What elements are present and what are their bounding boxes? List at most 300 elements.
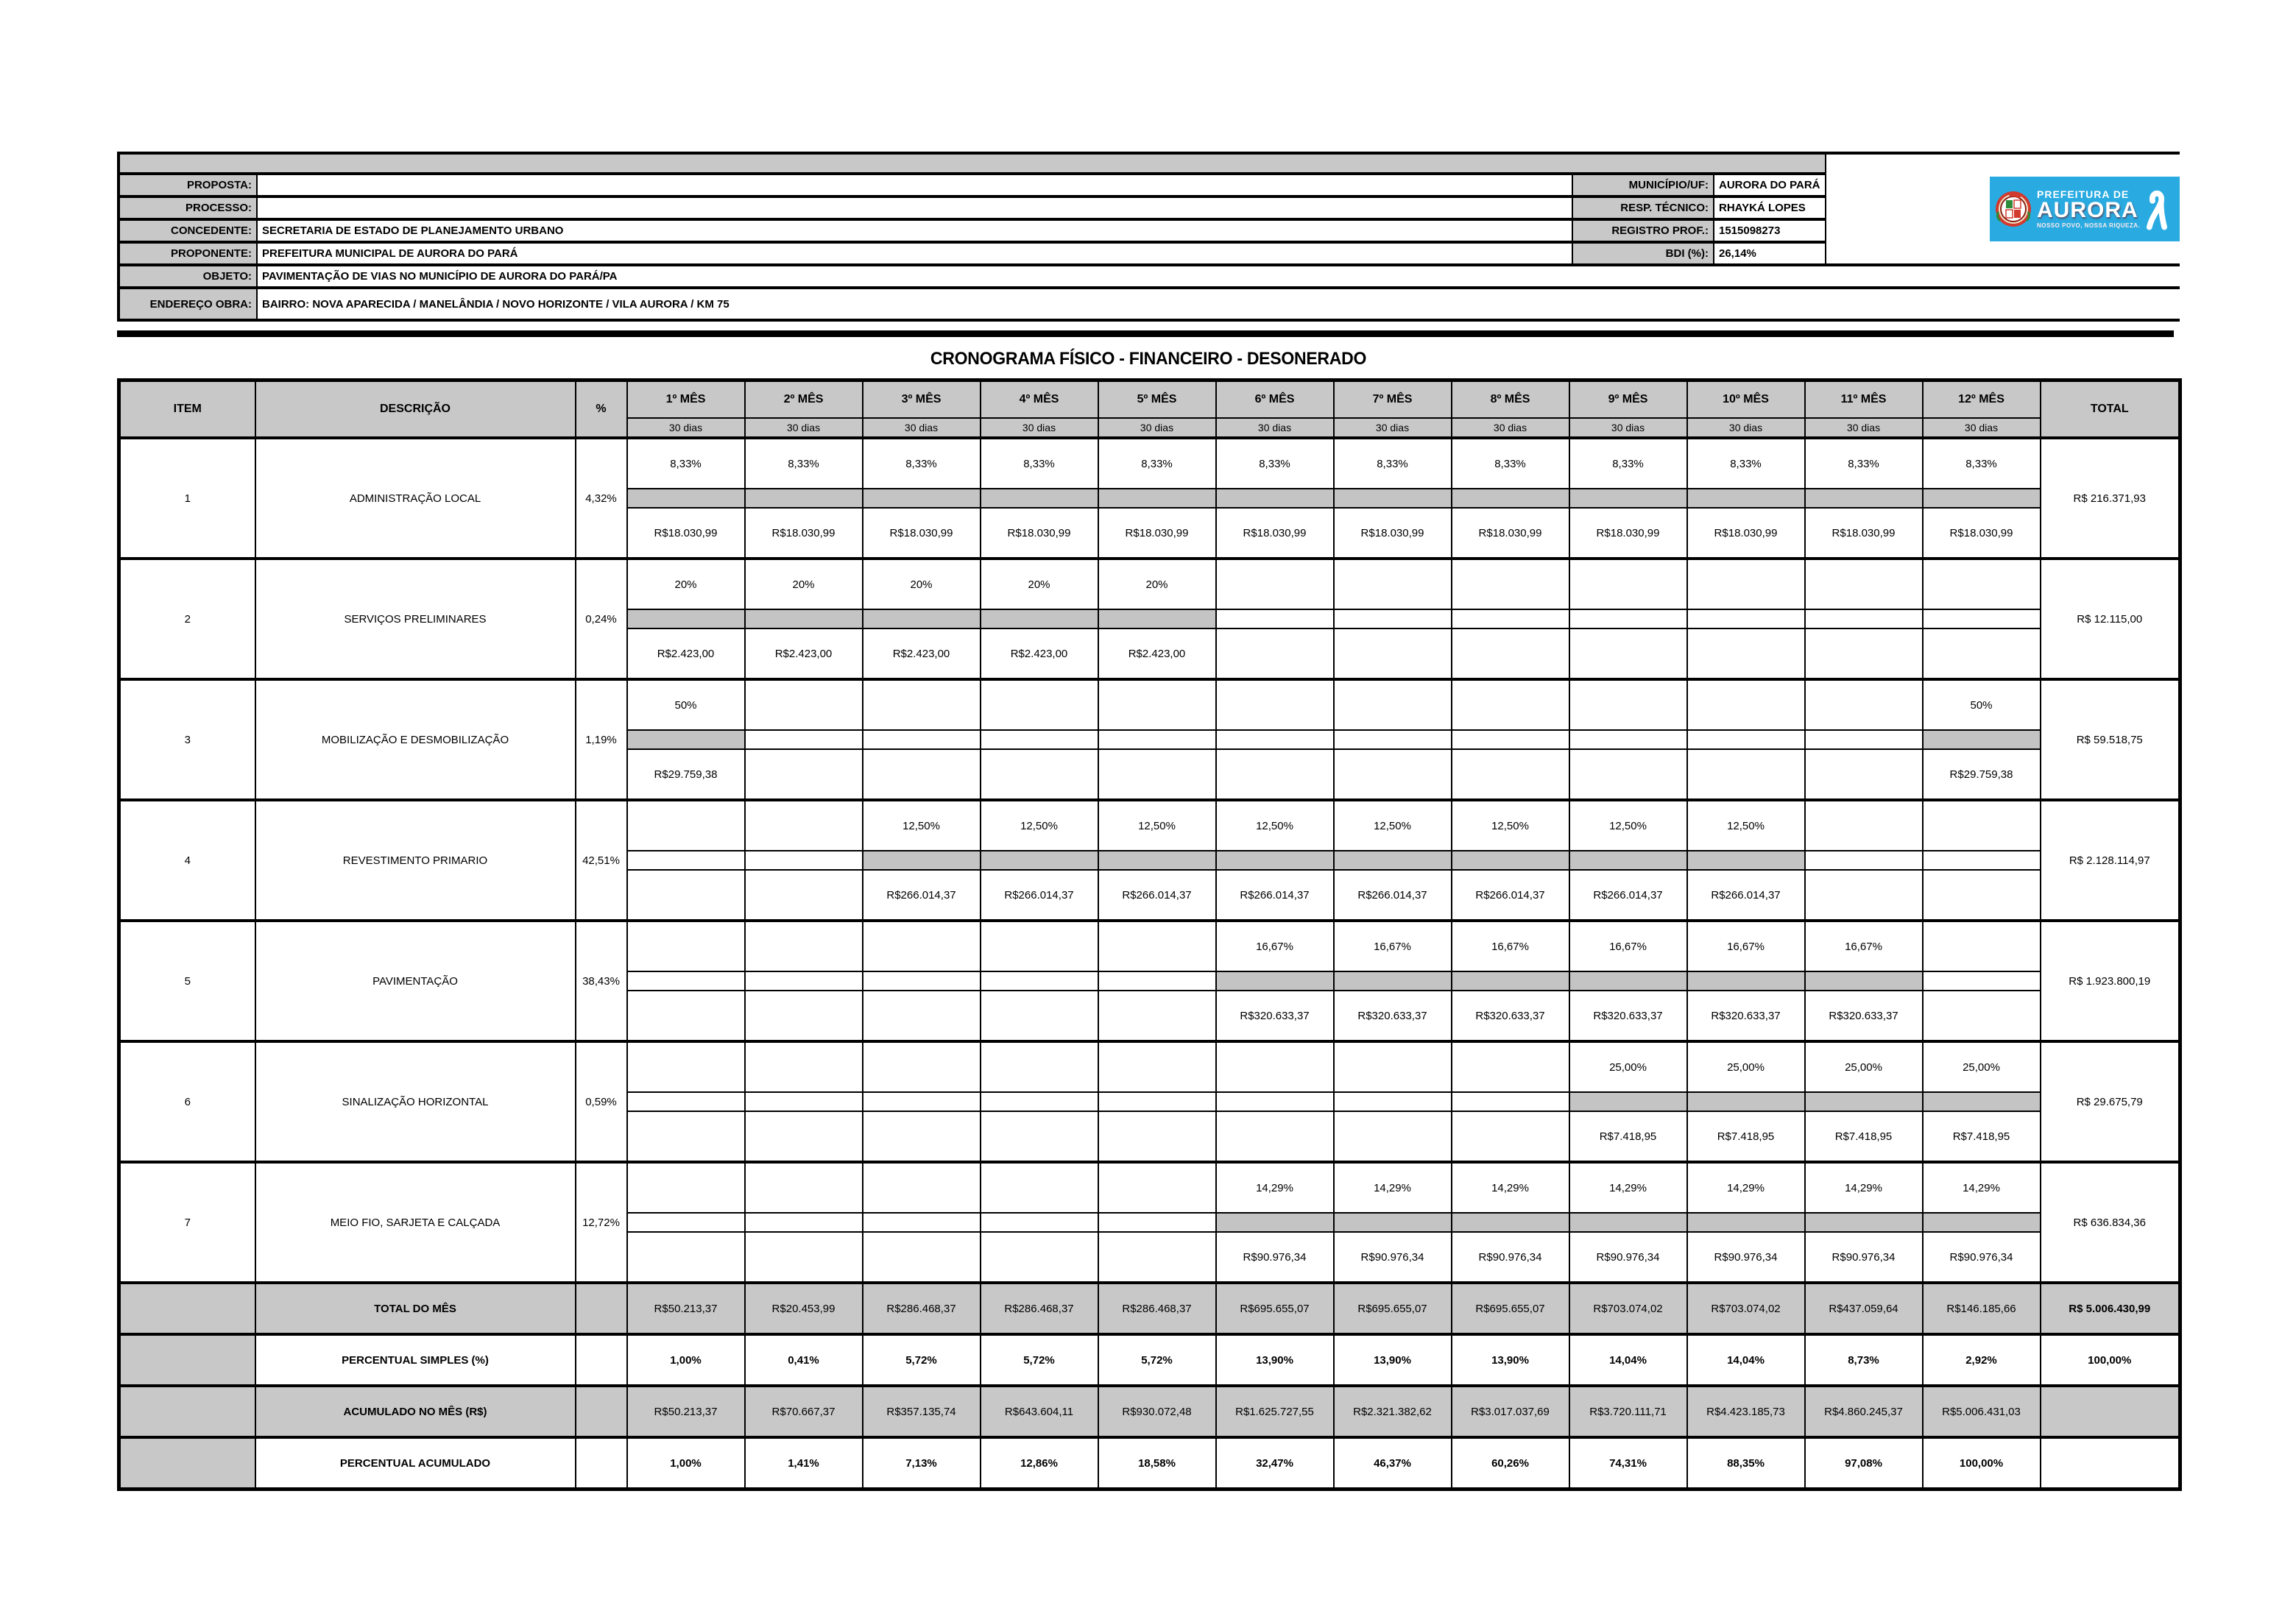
month-9-percent: 25,00% <box>1569 1041 1687 1092</box>
month-7-percent <box>1334 679 1452 730</box>
month-2-value <box>745 870 863 921</box>
item-weight-percent: 0,24% <box>576 559 627 679</box>
month-3-percent <box>863 1162 981 1213</box>
month-8-percent <box>1452 679 1569 730</box>
month-10-value: R$266.014,37 <box>1687 870 1805 921</box>
month-11-value: R$18.030,99 <box>1805 508 1923 559</box>
month-11-value <box>1805 870 1923 921</box>
month-7-gantt-bar <box>1334 1213 1452 1232</box>
month-4-value: R$18.030,99 <box>981 508 1098 559</box>
month-5-percent <box>1098 1041 1216 1092</box>
summary-item-cell <box>119 1437 255 1490</box>
summary-month-12-value: R$5.006.431,03 <box>1923 1386 2041 1437</box>
month-11-gantt-bar <box>1805 730 1923 749</box>
month-4-gantt-bar <box>981 730 1098 749</box>
month-11-percent: 14,29% <box>1805 1162 1923 1213</box>
summary-row-1 <box>119 1334 2180 1386</box>
month-5-gantt-bar <box>1098 851 1216 870</box>
value-resp-tecnico: RHAYKÁ LOPES <box>1714 198 1825 218</box>
month-6-percent: 8,33% <box>1216 438 1334 489</box>
month-3-gantt-bar <box>863 1213 981 1232</box>
month-6-value: R$320.633,37 <box>1216 991 1334 1041</box>
summary-month-11-value: 8,73% <box>1805 1334 1923 1386</box>
summary-percent-cell <box>576 1283 627 1334</box>
month-9-gantt-bar <box>1569 1092 1687 1111</box>
month-5-gantt-bar <box>1098 489 1216 508</box>
month-1-percent: 20% <box>627 559 745 609</box>
item-row-3-percents <box>119 679 2180 730</box>
summary-month-2-value: 1,41% <box>745 1437 863 1490</box>
month-5-gantt-bar <box>1098 730 1216 749</box>
header-month-3: 3º MÊS <box>863 380 981 419</box>
label-processo: PROCESSO: <box>120 198 256 218</box>
month-6-percent <box>1216 559 1334 609</box>
month-12-percent <box>1923 921 2041 971</box>
month-12-gantt-bar <box>1923 1092 2041 1111</box>
summary-percent-cell <box>576 1334 627 1386</box>
item-total: R$ 59.518,75 <box>2041 679 2180 800</box>
month-12-gantt-bar <box>1923 1213 2041 1232</box>
summary-month-2-value: 0,41% <box>745 1334 863 1386</box>
logo-line3: NOSSO POVO, NOSSA RIQUEZA. <box>2037 222 2141 229</box>
month-4-gantt-bar <box>981 851 1098 870</box>
summary-month-1-value: 1,00% <box>627 1334 745 1386</box>
summary-month-9-value: 74,31% <box>1569 1437 1687 1490</box>
month-6-gantt-bar <box>1216 609 1334 628</box>
month-7-percent: 16,67% <box>1334 921 1452 971</box>
month-6-gantt-bar <box>1216 1213 1334 1232</box>
month-5-value <box>1098 1232 1216 1283</box>
month-12-percent: 8,33% <box>1923 438 2041 489</box>
cronograma-table <box>117 378 2182 1491</box>
month-1-gantt-bar <box>627 489 745 508</box>
month-10-value: R$18.030,99 <box>1687 508 1805 559</box>
label-proposta: PROPOSTA: <box>120 175 256 195</box>
summary-month-11-value: 97,08% <box>1805 1437 1923 1490</box>
month-7-value: R$266.014,37 <box>1334 870 1452 921</box>
item-weight-percent: 0,59% <box>576 1041 627 1162</box>
month-1-gantt-bar <box>627 609 745 628</box>
month-4-value: R$266.014,37 <box>981 870 1098 921</box>
header-month-8: 8º MÊS <box>1452 380 1569 419</box>
month-3-value <box>863 991 981 1041</box>
month-5-percent: 8,33% <box>1098 438 1216 489</box>
item-description: REVESTIMENTO PRIMARIO <box>255 800 576 921</box>
month-3-value <box>863 1232 981 1283</box>
month-6-percent <box>1216 679 1334 730</box>
summary-month-1-value: 1,00% <box>627 1437 745 1490</box>
item-weight-percent: 4,32% <box>576 438 627 559</box>
month-1-value <box>627 870 745 921</box>
label-endereco-obra: ENDEREÇO OBRA: <box>120 289 256 319</box>
month-11-gantt-bar <box>1805 851 1923 870</box>
summary-month-6-value: 13,90% <box>1216 1334 1334 1386</box>
summary-month-2-value: R$70.667,37 <box>745 1386 863 1437</box>
month-10-value <box>1687 628 1805 679</box>
month-3-value: R$266.014,37 <box>863 870 981 921</box>
month-9-gantt-bar <box>1569 851 1687 870</box>
month-4-value <box>981 991 1098 1041</box>
item-total: R$ 216.371,93 <box>2041 438 2180 559</box>
month-7-value <box>1334 628 1452 679</box>
month-2-value <box>745 749 863 800</box>
summary-month-1-value: R$50.213,37 <box>627 1283 745 1334</box>
month-3-percent <box>863 1041 981 1092</box>
month-1-value <box>627 1111 745 1162</box>
month-5-value <box>1098 1111 1216 1162</box>
value-proposta <box>258 175 1572 195</box>
month-4-gantt-bar <box>981 489 1098 508</box>
month-9-percent: 14,29% <box>1569 1162 1687 1213</box>
summary-month-10-value: 88,35% <box>1687 1437 1805 1490</box>
month-9-percent: 12,50% <box>1569 800 1687 851</box>
month-2-percent <box>745 921 863 971</box>
month-8-percent: 16,67% <box>1452 921 1569 971</box>
label-resp-tecnico: RESP. TÉCNICO: <box>1573 198 1713 218</box>
header-month-days-4: 30 dias <box>981 418 1098 438</box>
header-month-days-2: 30 dias <box>745 418 863 438</box>
coat-of-arms-icon <box>1994 190 2032 228</box>
month-1-percent <box>627 800 745 851</box>
month-4-gantt-bar <box>981 1092 1098 1111</box>
header-month-days-1: 30 dias <box>627 418 745 438</box>
month-12-gantt-bar <box>1923 609 2041 628</box>
month-12-percent: 14,29% <box>1923 1162 2041 1213</box>
month-11-value <box>1805 628 1923 679</box>
month-5-percent: 12,50% <box>1098 800 1216 851</box>
month-9-gantt-bar <box>1569 971 1687 991</box>
month-6-value: R$18.030,99 <box>1216 508 1334 559</box>
month-8-gantt-bar <box>1452 1213 1569 1232</box>
item-number: 3 <box>119 679 255 800</box>
summary-month-7-value: 13,90% <box>1334 1334 1452 1386</box>
header-total: TOTAL <box>2041 380 2180 439</box>
month-8-value: R$90.976,34 <box>1452 1232 1569 1283</box>
month-2-value <box>745 991 863 1041</box>
month-1-value <box>627 991 745 1041</box>
month-10-percent: 25,00% <box>1687 1041 1805 1092</box>
month-11-value: R$90.976,34 <box>1805 1232 1923 1283</box>
month-4-value: R$2.423,00 <box>981 628 1098 679</box>
month-12-value <box>1923 870 2041 921</box>
month-11-value: R$320.633,37 <box>1805 991 1923 1041</box>
month-2-value <box>745 1232 863 1283</box>
summary-row-0 <box>119 1283 2180 1334</box>
month-5-gantt-bar <box>1098 1213 1216 1232</box>
month-8-value <box>1452 628 1569 679</box>
month-4-percent: 8,33% <box>981 438 1098 489</box>
header-month-days-5: 30 dias <box>1098 418 1216 438</box>
month-7-value: R$320.633,37 <box>1334 991 1452 1041</box>
month-12-percent: 25,00% <box>1923 1041 2041 1092</box>
summary-item-cell <box>119 1386 255 1437</box>
table-header-row-1 <box>119 380 2180 419</box>
summary-month-8-value: R$3.017.037,69 <box>1452 1386 1569 1437</box>
summary-month-9-value: R$703.074,02 <box>1569 1283 1687 1334</box>
summary-percent-cell <box>576 1437 627 1490</box>
item-total: R$ 29.675,79 <box>2041 1041 2180 1162</box>
summary-total <box>2041 1437 2180 1490</box>
summary-month-8-value: R$695.655,07 <box>1452 1283 1569 1334</box>
month-2-value: R$2.423,00 <box>745 628 863 679</box>
month-11-percent: 8,33% <box>1805 438 1923 489</box>
month-5-percent <box>1098 679 1216 730</box>
summary-month-10-value: R$4.423.185,73 <box>1687 1386 1805 1437</box>
month-6-percent: 14,29% <box>1216 1162 1334 1213</box>
month-3-gantt-bar <box>863 489 981 508</box>
summary-month-2-value: R$20.453,99 <box>745 1283 863 1334</box>
header-month-9: 9º MÊS <box>1569 380 1687 419</box>
month-7-value: R$90.976,34 <box>1334 1232 1452 1283</box>
month-10-gantt-bar <box>1687 489 1805 508</box>
summary-month-3-value: R$357.135,74 <box>863 1386 981 1437</box>
header-month-days-9: 30 dias <box>1569 418 1687 438</box>
month-9-gantt-bar <box>1569 730 1687 749</box>
month-8-gantt-bar <box>1452 971 1569 991</box>
summary-month-12-value: 2,92% <box>1923 1334 2041 1386</box>
summary-month-5-value: R$286.468,37 <box>1098 1283 1216 1334</box>
month-6-gantt-bar <box>1216 851 1334 870</box>
month-3-gantt-bar <box>863 730 981 749</box>
summary-month-1-value: R$50.213,37 <box>627 1386 745 1437</box>
month-8-value: R$266.014,37 <box>1452 870 1569 921</box>
month-11-percent: 25,00% <box>1805 1041 1923 1092</box>
header-month-11: 11º MÊS <box>1805 380 1923 419</box>
month-6-value <box>1216 1111 1334 1162</box>
month-6-value <box>1216 749 1334 800</box>
month-8-gantt-bar <box>1452 609 1569 628</box>
summary-month-11-value: R$437.059,64 <box>1805 1283 1923 1334</box>
summary-month-5-value: 18,58% <box>1098 1437 1216 1490</box>
item-row-5-percents <box>119 921 2180 971</box>
item-description: MEIO FIO, SARJETA E CALÇADA <box>255 1162 576 1283</box>
summary-month-4-value: R$286.468,37 <box>981 1283 1098 1334</box>
month-7-value: R$18.030,99 <box>1334 508 1452 559</box>
month-1-gantt-bar <box>627 971 745 991</box>
month-3-value <box>863 749 981 800</box>
month-4-gantt-bar <box>981 609 1098 628</box>
label-bdi: BDI (%): <box>1573 244 1713 263</box>
month-8-value <box>1452 1111 1569 1162</box>
month-2-gantt-bar <box>745 609 863 628</box>
month-12-value: R$18.030,99 <box>1923 508 2041 559</box>
month-7-percent: 12,50% <box>1334 800 1452 851</box>
month-1-percent <box>627 921 745 971</box>
document-sheet <box>117 152 2180 1491</box>
month-9-value: R$18.030,99 <box>1569 508 1687 559</box>
summary-month-4-value: 5,72% <box>981 1334 1098 1386</box>
month-12-gantt-bar <box>1923 489 2041 508</box>
month-3-gantt-bar <box>863 1092 981 1111</box>
summary-label: ACUMULADO NO MÊS (R$) <box>255 1386 576 1437</box>
summary-row-2 <box>119 1386 2180 1437</box>
month-5-value <box>1098 749 1216 800</box>
month-5-percent <box>1098 921 1216 971</box>
summary-label: PERCENTUAL SIMPLES (%) <box>255 1334 576 1386</box>
summary-total: R$ 5.006.430,99 <box>2041 1283 2180 1334</box>
summary-month-7-value: R$2.321.382,62 <box>1334 1386 1452 1437</box>
label-municipio: MUNICÍPIO/UF: <box>1573 175 1713 195</box>
month-10-gantt-bar <box>1687 971 1805 991</box>
value-municipio: AURORA DO PARÁ <box>1714 175 1825 195</box>
month-11-gantt-bar <box>1805 489 1923 508</box>
month-10-percent: 14,29% <box>1687 1162 1805 1213</box>
month-2-value <box>745 1111 863 1162</box>
summary-month-3-value: R$286.468,37 <box>863 1283 981 1334</box>
month-6-gantt-bar <box>1216 1092 1334 1111</box>
month-8-gantt-bar <box>1452 851 1569 870</box>
month-3-value <box>863 1111 981 1162</box>
item-number: 1 <box>119 438 255 559</box>
month-6-gantt-bar <box>1216 971 1334 991</box>
month-3-percent: 20% <box>863 559 981 609</box>
item-row-6-percents <box>119 1041 2180 1092</box>
item-total: R$ 636.834,36 <box>2041 1162 2180 1283</box>
month-3-gantt-bar <box>863 609 981 628</box>
month-12-percent <box>1923 559 2041 609</box>
summary-month-9-value: R$3.720.111,71 <box>1569 1386 1687 1437</box>
header-top-bar <box>120 155 1825 172</box>
month-8-gantt-bar <box>1452 730 1569 749</box>
month-9-value <box>1569 749 1687 800</box>
month-12-percent <box>1923 800 2041 851</box>
month-6-gantt-bar <box>1216 730 1334 749</box>
item-row-1-percents <box>119 438 2180 489</box>
month-5-value: R$18.030,99 <box>1098 508 1216 559</box>
month-2-gantt-bar <box>745 851 863 870</box>
month-11-percent: 16,67% <box>1805 921 1923 971</box>
month-3-percent <box>863 921 981 971</box>
month-5-gantt-bar <box>1098 609 1216 628</box>
month-9-value: R$320.633,37 <box>1569 991 1687 1041</box>
logo-line2: AURORA <box>2037 198 2138 222</box>
header-month-7: 7º MÊS <box>1334 380 1452 419</box>
month-1-percent: 50% <box>627 679 745 730</box>
month-3-percent: 8,33% <box>863 438 981 489</box>
month-9-value: R$90.976,34 <box>1569 1232 1687 1283</box>
summary-month-10-value: R$703.074,02 <box>1687 1283 1805 1334</box>
header-item: ITEM <box>119 380 255 439</box>
month-12-value: R$7.418,95 <box>1923 1111 2041 1162</box>
month-3-gantt-bar <box>863 851 981 870</box>
month-4-percent: 20% <box>981 559 1098 609</box>
month-2-percent <box>745 1162 863 1213</box>
item-description: SINALIZAÇÃO HORIZONTAL <box>255 1041 576 1162</box>
month-1-value: R$18.030,99 <box>627 508 745 559</box>
month-1-value <box>627 1232 745 1283</box>
label-registro-prof: REGISTRO PROF.: <box>1573 221 1713 241</box>
month-10-gantt-bar <box>1687 1213 1805 1232</box>
summary-item-cell <box>119 1283 255 1334</box>
month-6-gantt-bar <box>1216 489 1334 508</box>
month-8-percent: 14,29% <box>1452 1162 1569 1213</box>
month-11-percent <box>1805 679 1923 730</box>
month-1-gantt-bar <box>627 730 745 749</box>
logo-cell <box>1826 155 2183 263</box>
month-11-gantt-bar <box>1805 1213 1923 1232</box>
item-total: R$ 12.115,00 <box>2041 559 2180 679</box>
month-4-percent: 12,50% <box>981 800 1098 851</box>
month-8-gantt-bar <box>1452 489 1569 508</box>
month-12-gantt-bar <box>1923 851 2041 870</box>
summary-month-7-value: R$695.655,07 <box>1334 1283 1452 1334</box>
month-2-percent <box>745 800 863 851</box>
month-9-gantt-bar <box>1569 609 1687 628</box>
header-month-12: 12º MÊS <box>1923 380 2041 419</box>
item-row-7-percents <box>119 1162 2180 1213</box>
month-7-value <box>1334 1111 1452 1162</box>
month-8-percent: 8,33% <box>1452 438 1569 489</box>
item-weight-percent: 12,72% <box>576 1162 627 1283</box>
summary-month-4-value: 12,86% <box>981 1437 1098 1490</box>
month-7-gantt-bar <box>1334 971 1452 991</box>
month-12-value <box>1923 991 2041 1041</box>
header-month-days-3: 30 dias <box>863 418 981 438</box>
month-5-value: R$266.014,37 <box>1098 870 1216 921</box>
month-10-value: R$320.633,37 <box>1687 991 1805 1041</box>
summary-month-6-value: R$695.655,07 <box>1216 1283 1334 1334</box>
summary-month-7-value: 46,37% <box>1334 1437 1452 1490</box>
month-3-gantt-bar <box>863 971 981 991</box>
month-10-value: R$90.976,34 <box>1687 1232 1805 1283</box>
month-9-value: R$266.014,37 <box>1569 870 1687 921</box>
month-2-percent <box>745 679 863 730</box>
month-4-percent <box>981 679 1098 730</box>
month-7-percent: 14,29% <box>1334 1162 1452 1213</box>
item-description: SERVIÇOS PRELIMINARES <box>255 559 576 679</box>
awareness-ribbon-icon <box>2144 186 2169 232</box>
month-8-gantt-bar <box>1452 1092 1569 1111</box>
header-month-6: 6º MÊS <box>1216 380 1334 419</box>
item-number: 6 <box>119 1041 255 1162</box>
month-9-percent: 8,33% <box>1569 438 1687 489</box>
month-12-percent: 50% <box>1923 679 2041 730</box>
summary-month-8-value: 60,26% <box>1452 1437 1569 1490</box>
summary-month-9-value: 14,04% <box>1569 1334 1687 1386</box>
month-7-gantt-bar <box>1334 851 1452 870</box>
page-title: CRONOGRAMA FÍSICO - FINANCEIRO - DESONERADO <box>930 349 1367 369</box>
month-2-percent: 8,33% <box>745 438 863 489</box>
month-1-value: R$29.759,38 <box>627 749 745 800</box>
item-description: ADMINISTRAÇÃO LOCAL <box>255 438 576 559</box>
month-2-gantt-bar <box>745 1092 863 1111</box>
value-objeto: PAVIMENTAÇÃO DE VIAS NO MUNICÍPIO DE AURORA DO PARÁ/PA <box>258 266 2183 286</box>
header-descricao: DESCRIÇÃO <box>255 380 576 439</box>
month-1-gantt-bar <box>627 1092 745 1111</box>
value-registro-prof: 1515098273 <box>1714 221 1825 241</box>
month-5-value: R$2.423,00 <box>1098 628 1216 679</box>
month-2-percent <box>745 1041 863 1092</box>
header-month-days-8: 30 dias <box>1452 418 1569 438</box>
header-month-5: 5º MÊS <box>1098 380 1216 419</box>
month-10-value: R$7.418,95 <box>1687 1111 1805 1162</box>
month-5-percent: 20% <box>1098 559 1216 609</box>
month-12-value: R$29.759,38 <box>1923 749 2041 800</box>
month-8-percent <box>1452 1041 1569 1092</box>
month-1-gantt-bar <box>627 851 745 870</box>
month-8-value <box>1452 749 1569 800</box>
month-5-percent <box>1098 1162 1216 1213</box>
month-2-gantt-bar <box>745 730 863 749</box>
month-7-gantt-bar <box>1334 489 1452 508</box>
month-12-value: R$90.976,34 <box>1923 1232 2041 1283</box>
summary-month-4-value: R$643.604,11 <box>981 1386 1098 1437</box>
summary-total <box>2041 1386 2180 1437</box>
month-1-value: R$2.423,00 <box>627 628 745 679</box>
summary-month-3-value: 7,13% <box>863 1437 981 1490</box>
month-4-value <box>981 1111 1098 1162</box>
month-4-value <box>981 749 1098 800</box>
